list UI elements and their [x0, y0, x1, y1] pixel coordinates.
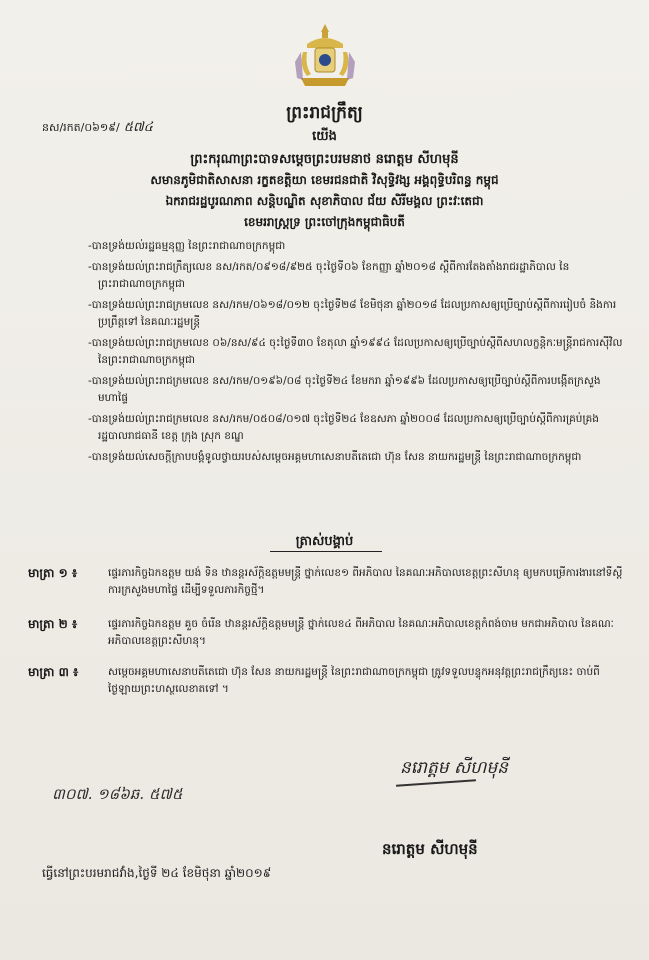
king-title-line: ព្រះករុណាព្រះបាទសម្តេចព្រះបរមនាថ នរោត្តម សីហមុនី: [190, 152, 459, 167]
article-label: មាត្រា ៣ ៖: [28, 665, 79, 679]
article-1: [28, 565, 628, 601]
article-2: [28, 616, 628, 652]
consideration-item: -បានទ្រង់យល់រដ្ឋធម្មនុញ្ញ នៃព្រះរាជាណាចក្រកម្ពុជា: [88, 240, 286, 252]
reference-number-printed: នស/រកត/០៦១៩/: [42, 121, 120, 134]
royal-coat-of-arms-icon: [293, 22, 357, 92]
place-and-date: ធ្វើនៅព្រះបរមរាជវាំង,ថ្ងៃទី ២៤ ខែមិថុនា ឆ្នាំ២០១៩: [42, 866, 272, 880]
article-text: ផ្ទេរភារកិច្ចឯកឧត្តម គួច ចំរើន ឋានន្តរស័ក្តិឧត្តមមន្ត្រី ថ្នាក់លេខ៤ ពីអភិបាល នៃគណៈអភិបាលខេត្តកំពង់ចាម មកជាអភិបាល នៃគណៈអភិបាលខេត្តព្រះសីហនុ។: [108, 618, 614, 647]
article-3: [28, 664, 628, 700]
reference-number-handwritten: ៥៧៤: [123, 120, 153, 135]
considerations-list: [88, 238, 628, 470]
consideration-item: -បានទ្រង់យល់ព្រះរាជក្រមលេខ នស/រកម/០៥០៨/០១៧ ចុះថ្ងៃទី២៤ ខែឧសភា ឆ្នាំ២០០៨ ដែលប្រកាសឲ្យប្រើច្បាប់ស្តីពីការគ្រប់គ្រងរដ្ឋបាលរាជធានី ខេត្ត ក្រុង ស្រុក ខណ្ឌ: [88, 413, 599, 442]
consideration-item: -បានទ្រង់យល់ព្រះរាជក្រមលេខ ០៦/នស/៩៤ ចុះថ្ងៃទី៣០ ខែតុលា ឆ្នាំ១៩៩៤ ដែលប្រកាសឲ្យប្រើច្បាប់ស្តីពីសហលក្ខន្តិកៈមន្ត្រីរាជការស៊ីវិល នៃព្រះរាជាណាចក្រកម្ពុជា: [88, 337, 623, 366]
article-label: មាត្រា ២ ៖: [28, 617, 78, 631]
royal-signature: នរោត្តម សីហមុនី: [400, 758, 508, 778]
we-heading: យើង: [312, 129, 337, 144]
signer-name: នរោត្តម សីហមុនី: [382, 840, 478, 858]
king-title-line: ឯករាជរដ្ឋបូរណភាព សន្តិបណ្ឌិត សុខាភិបាល ជ័យ សិរីមង្គល ព្រះវៈតេជា: [165, 194, 484, 208]
consideration-item: -បានទ្រង់យល់សេចក្តីក្រាបបង្គំទូលថ្វាយរបស់សម្តេចអគ្គមហាសេនាបតីតេជោ ហ៊ុន សែន នាយករដ្ឋមន្ត្រី នៃព្រះរាជាណាចក្រកម្ពុជា: [88, 451, 582, 463]
consideration-item: -បានទ្រង់យល់ព្រះរាជក្រមលេខ នស/រកម/០១៩៦/០៨ ចុះថ្ងៃទី២៤ ខែមករា ឆ្នាំ១៩៩៦ ដែលប្រកាសឲ្យប្រើច្បាប់ស្តីពីការបង្កើតក្រសួងមហាផ្ទៃ: [88, 375, 601, 404]
document-title: ព្រះរាជក្រឹត្យ: [286, 103, 363, 123]
article-text: សម្តេចអគ្គមហាសេនាបតីតេជោ ហ៊ុន សែន នាយករដ្ឋមន្ត្រី នៃព្រះរាជាណាចក្រកម្ពុជា ត្រូវទទួលបន្ទុកអនុវត្តព្រះរាជក្រឹត្យនេះ ចាប់ពីថ្ងៃឡាយព្រះហស្ថលេខាតទៅ ។: [108, 666, 600, 695]
decides-underline: [270, 551, 382, 552]
king-title-line: ខេមររាស្ត្រទ្រ ព្រះចៅក្រុងកម្ពុជាធិបតី: [244, 215, 405, 229]
article-label: មាត្រា ១ ៖: [28, 566, 78, 580]
decides-heading: ត្រាស់បង្គាប់: [295, 534, 354, 549]
consideration-item: -បានទ្រង់យល់ព្រះរាជក្រមលេខ នស/រកម/០៦១៨/០១២ ចុះថ្ងៃទី២៨ ខែមិថុនា ឆ្នាំ២០១៨ ដែលប្រកាសឲ្យប្រើច្បាប់ស្តីពីការរៀបចំ និងការប្រព្រឹត្តទៅ នៃគណៈរដ្ឋមន្ត្រី: [88, 299, 617, 328]
consideration-item: -បានទ្រង់យល់ព្រះរាជក្រឹត្យលេខ នស/រកត/០៩១៨/៩២៥ ចុះថ្ងៃទី០៦ ខែកញ្ញា ឆ្នាំ២០១៨ ស្តីពីការតែងតាំងរាជរដ្ឋាភិបាល នៃព្រះរាជាណាចក្រកម្ពុជា: [88, 261, 570, 290]
handwritten-date: ៣០៧. ១៨៦ឆ. ៥៧៥: [52, 785, 183, 803]
king-title-line: សមានភូមិជាតិសាសនា រក្ខតខត្តិយា ខេមរជនជាតិ វិសុទ្ធិវង្ស អង្គពុទ្ធិបរិពន្ធ កម្ពុជ: [150, 173, 499, 187]
article-text: ផ្ទេរភារកិច្ចឯកឧត្តម យង់ ទិន ឋានន្តរស័ក្តិឧត្តមមន្ត្រី ថ្នាក់លេខ១ ពីអភិបាល នៃគណៈអភិបាលខេត្តព្រះសីហនុ ឲ្យមកបម្រើការងារនៅទីស្តីការក្រសួងមហាផ្ទៃ ដើម្បីទទួលភារកិច្ចថ្មី។: [108, 567, 623, 596]
